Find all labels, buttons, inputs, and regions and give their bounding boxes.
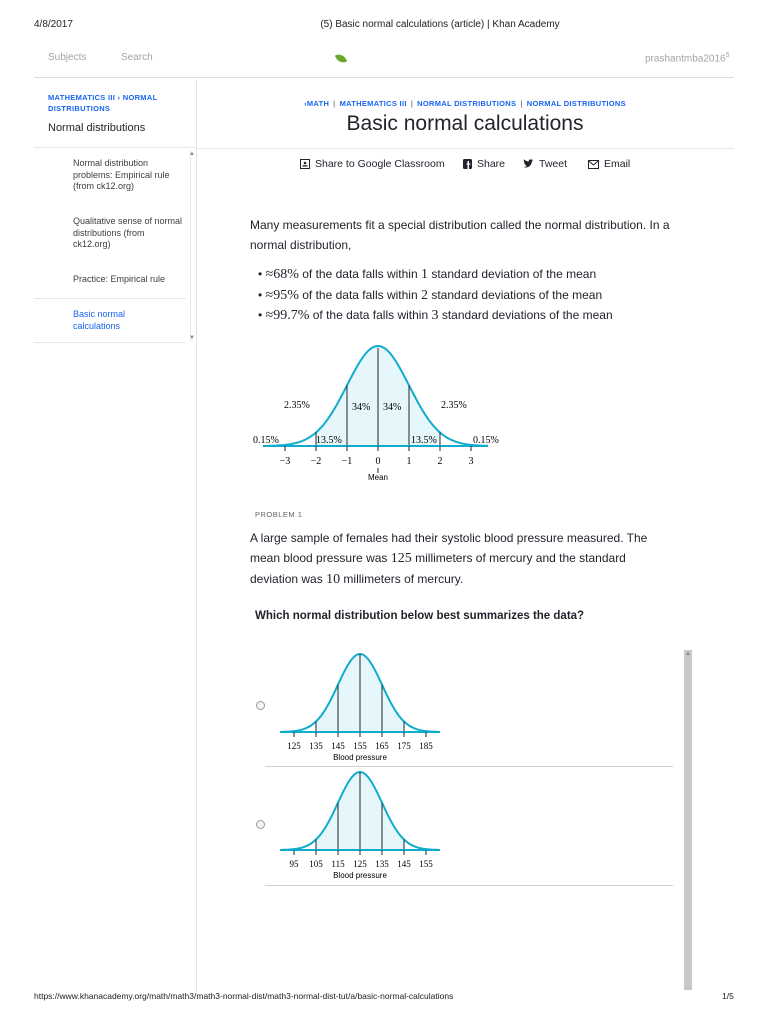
choice-2-axis-label: Blood pressure [333, 871, 387, 880]
region-label-right-tail: 0.15% [473, 435, 499, 446]
username: prashantmba2016 [645, 53, 726, 65]
print-date: 4/8/2017 [34, 19, 73, 30]
bullet-percent: 95% [273, 288, 299, 303]
sidebar-scroll-down-icon[interactable]: ▼ [189, 335, 195, 341]
region-label-right-34: 34% [383, 402, 402, 413]
sidebar-item-qualitative-sense[interactable]: Qualitative sense of normal distributions (from ck12.org) [73, 216, 183, 249]
choices-scroll-up-icon[interactable]: ▲ [685, 651, 691, 657]
axis-tick-label: 165 [375, 741, 389, 751]
mean-caption: Mean [367, 473, 389, 482]
region-label-right-2-35: 2.35% [441, 400, 467, 411]
choice-divider [265, 885, 673, 886]
axis-tick-label: 145 [397, 859, 411, 869]
facebook-icon [463, 159, 472, 169]
sidebar-title: Normal distributions [48, 122, 146, 134]
problem-question: Which normal distribution below best summarizes the data? [255, 610, 585, 622]
choices-scrollbar[interactable] [684, 650, 692, 990]
axis-tick-label: 135 [375, 859, 389, 869]
breadcrumb-normal-distributions[interactable]: NORMAL DISTRIBUTIONS [48, 93, 158, 113]
notification-count: 5 [725, 52, 730, 59]
bullet-68: • ≈68% of the data falls within 1 standard deviation of the mean [258, 267, 597, 282]
title-divider [198, 148, 734, 149]
region-label-right-13-5: 13.5% [411, 435, 437, 446]
print-page-number: 1/5 [722, 991, 734, 1001]
khan-academy-logo-icon[interactable] [335, 52, 347, 66]
axis-tick-label: 135 [309, 741, 323, 751]
sidebar-border [196, 80, 197, 992]
share-google-classroom-button[interactable]: Share to Google Classroom [300, 158, 445, 170]
share-row [0, 158, 768, 174]
breadcrumb-separator: › [117, 93, 121, 102]
region-label-left-13-5: 13.5% [316, 435, 342, 446]
region-label-left-tail: 0.15% [253, 435, 279, 446]
sidebar-bottom-divider [34, 342, 186, 343]
problem-sd: 10 [326, 572, 341, 587]
problem-label: PROBLEM 1 [255, 510, 303, 519]
share-facebook-button[interactable]: Share [463, 158, 505, 170]
email-envelope-icon [588, 160, 599, 169]
axis-tick-label: 3 [468, 456, 474, 467]
region-label-left-34: 34% [352, 402, 371, 413]
choice-1-curve-chart[interactable] [270, 648, 450, 766]
sidebar-divider [34, 147, 197, 148]
user-menu[interactable] [645, 52, 730, 64]
axis-tick-label: 115 [331, 859, 345, 869]
axis-tick-label: 125 [287, 741, 301, 751]
intro-paragraph: Many measurements fit a special distribution called the normal distribution. In a normal distribution, [250, 218, 670, 252]
tweet-button[interactable]: Tweet [523, 158, 567, 170]
choice-1-axis-label: Blood pressure [333, 753, 387, 762]
region-label-left-2-35: 2.35% [284, 400, 310, 411]
bullet-95: • ≈95% of the data falls within 2 standard deviations of the mean [258, 288, 603, 303]
search-link[interactable]: Search [121, 52, 153, 63]
problem-mean: 125 [390, 551, 412, 566]
breadcrumb-mathematics-iii[interactable]: MATHEMATICS III [48, 93, 116, 102]
sidebar-scroll-up-icon[interactable]: ▲ [189, 151, 195, 157]
axis-tick-label: 1 [406, 456, 412, 467]
google-classroom-icon [300, 159, 310, 169]
print-url: https://www.khanacademy.org/math/math3/math3-normal-dist/math3-normal-dist-tut/a/basic-normal-calculations [34, 991, 454, 1001]
nav-divider [34, 77, 734, 78]
sidebar-item-empirical-rule-problems[interactable]: Normal distribution problems: Empirical rule (from ck12.org) [73, 158, 170, 191]
sidebar-item-basic-normal-calculations[interactable]: Basic normal calculations [73, 309, 126, 331]
sidebar-item-divider [34, 298, 186, 299]
axis-tick-label: 125 [353, 859, 367, 869]
axis-tick-label: 0 [375, 456, 381, 467]
article-breadcrumb: ‹MATH | MATHEMATICS III | NORMAL DISTRIBUTIONS | NORMAL DISTRIBUTIONS [304, 99, 626, 108]
problem-text: A large sample of females had their systolic blood pressure measured. The mean blood pressure was 125 millimeters of mercury and the standard deviation was 10 millimeters of mercury. [250, 531, 648, 587]
sidebar-breadcrumb [48, 92, 183, 114]
axis-tick-label: 155 [353, 741, 367, 751]
axis-tick-label: 105 [309, 859, 323, 869]
print-page-title: (5) Basic normal calculations (article) | Khan Academy [320, 19, 560, 30]
page-title: Basic normal calculations [346, 112, 584, 135]
choice-2-curve-chart[interactable] [270, 766, 450, 884]
empirical-rule-diagram [248, 340, 508, 485]
sidebar-scrollbar[interactable] [190, 150, 191, 342]
choice-2-radio[interactable] [256, 820, 265, 829]
axis-tick-label: 175 [397, 741, 411, 751]
bullet-99-7: • ≈99.7% of the data falls within 3 standard deviations of the mean [258, 308, 613, 323]
axis-tick-label: −2 [310, 456, 322, 467]
breadcrumb-normal-distributions-tut[interactable]: NORMAL DISTRIBUTIONS [526, 99, 626, 108]
bullet-percent: 68% [273, 267, 299, 282]
email-share-button[interactable]: Email [588, 158, 630, 170]
breadcrumb-mathematics-iii[interactable]: MATHEMATICS III [339, 99, 407, 108]
sidebar-item-practice-empirical-rule[interactable]: Practice: Empirical rule [73, 274, 166, 284]
axis-tick-label: 185 [419, 741, 433, 751]
axis-tick-label: 145 [331, 741, 345, 751]
breadcrumb-normal-distributions[interactable]: NORMAL DISTRIBUTIONS [417, 99, 517, 108]
axis-tick-label: −1 [341, 456, 353, 467]
bullet-percent: 99.7% [273, 308, 310, 323]
axis-tick-label: −3 [279, 456, 291, 467]
twitter-bird-icon [523, 159, 534, 169]
choice-1-radio[interactable] [256, 701, 265, 710]
axis-tick-label: 95 [289, 859, 299, 869]
subjects-menu[interactable]: Subjects [48, 52, 87, 63]
breadcrumb-math[interactable]: ‹MATH [304, 99, 330, 108]
axis-tick-label: 155 [419, 859, 433, 869]
axis-tick-label: 2 [437, 456, 443, 467]
